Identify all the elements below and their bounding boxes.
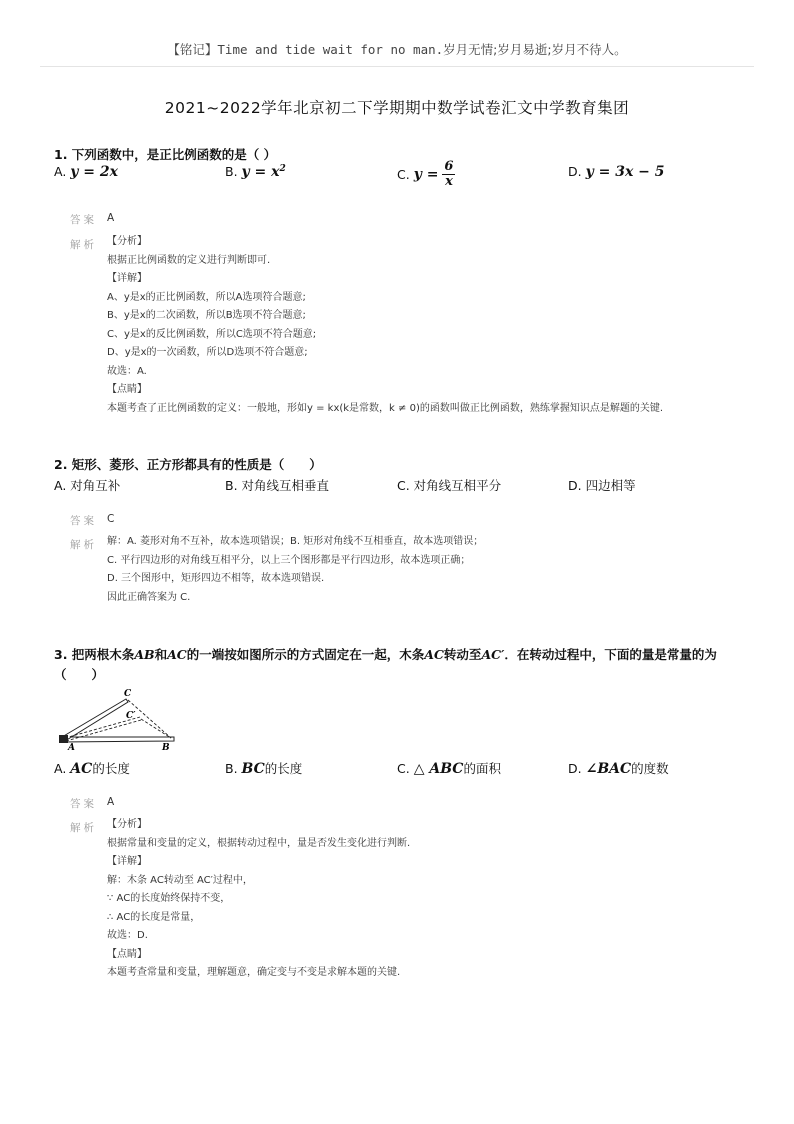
analysis-line: 解：A. 菱形对角不互补，故本选项错误；B. 矩形对角线不互相垂直，故本选项错误；: [107, 536, 484, 547]
analysis-line: 【分析】: [107, 819, 147, 830]
analysis-line: 因此正确答案为 C.: [107, 591, 191, 603]
analysis-line: 【分析】: [107, 236, 147, 247]
analysis-line: 【详解】: [107, 856, 147, 867]
motto-line: [0, 40, 794, 58]
analysis-line: D. 三个图形中，矩形四边不相等，故本选项错误.: [107, 573, 325, 584]
q1-stem: 1. 下列函数中，是正比例函数的是（ ）: [54, 147, 277, 162]
q2-stem: 2. 矩形、菱形、正方形都具有的性质是（ ）: [54, 457, 322, 472]
q2-answer: C: [107, 513, 115, 525]
q3-answer: A: [107, 796, 115, 808]
label-b: B: [162, 743, 170, 751]
q2-answer-label: 答案: [70, 515, 97, 527]
q3-stem: 3. 把两根木条AB和AC的一端按如图所示的方式固定在一起，木条AC转动至AC′．在转动过程中，下面的量是常量的为: [54, 647, 717, 662]
analysis-line: 【点睛】: [107, 384, 147, 395]
q2-option-b: B. 对角线互相垂直: [225, 478, 330, 493]
q3-option-c: C. △ ABC的面积: [397, 761, 501, 777]
analysis-line: 故选：D.: [107, 930, 148, 941]
q3-stem-line2: （ ）: [54, 667, 105, 682]
label-cp: C′: [126, 711, 136, 721]
analysis-line: ∴ AC的长度是常量，: [107, 911, 201, 923]
analysis-line: A、y是x的正比例函数，所以A选项符合题意;: [107, 291, 306, 303]
q2-option-d: D. 四边相等: [568, 478, 636, 493]
analysis-line: 本题考查常量和变量，理解题意，确定变与不变是求解本题的关键.: [107, 967, 401, 978]
analysis-line: 故选：A.: [107, 365, 147, 377]
q1-option-b: B. $y = x^2$: [225, 164, 286, 181]
q2-analysis: [107, 533, 483, 607]
analysis-line: 本题考查了正比例函数的定义：一般地，形如y = kx(k是常数，k ≠ 0)的函数叫做正比例函数，熟练掌握知识点是解题的关键.: [107, 402, 664, 414]
q3-answer-label: 答案: [70, 798, 97, 810]
q1-analysis: [107, 233, 663, 418]
header-divider: [40, 66, 754, 67]
q3-figure: [56, 685, 186, 751]
analysis-line: C、y是x的反比例函数，所以C选项不符合题意;: [107, 328, 317, 340]
analysis-line: 根据正比例函数的定义进行判断即可.: [107, 254, 271, 266]
q2-option-a: A. 对角互补: [54, 478, 121, 493]
q2-analysis-label: 解析: [70, 539, 97, 551]
segment-bcp: [141, 719, 171, 738]
label-c: C: [124, 689, 132, 699]
analysis-line: C. 平行四边形的对角线互相平分，以上三个图形都是平行四边形，故本选项正确；: [107, 554, 471, 566]
q1-option-c: C. y = $\frac{6}{x}$: [397, 159, 454, 189]
stick-ac: [62, 699, 128, 741]
analysis-line: ∵ AC的长度始终保持不变，: [107, 893, 231, 904]
label-a: A: [68, 743, 75, 751]
q1-answer: A: [107, 212, 115, 224]
q3-option-d: D. ∠BAC的度数: [568, 761, 669, 777]
analysis-line: 【点睛】: [107, 948, 147, 960]
stick-ab: [62, 737, 174, 742]
q1-answer-label: 答案: [70, 214, 97, 226]
q2-option-c: C. 对角线互相平分: [397, 478, 502, 493]
analysis-line: B、y是x的二次函数，所以B选项不符合题意;: [107, 310, 306, 321]
motto-chinese: 岁月无情;岁月易逝;岁月不待人。: [443, 42, 627, 57]
q3-analysis: [107, 816, 410, 983]
motto-english: Time and tide wait for no man.: [217, 42, 444, 57]
page-title: 2021~2022学年北京初二下学期期中数学试卷汇文中学教育集团: [164, 99, 630, 117]
analysis-line: 解：木条 AC转动至 AC′过程中，: [107, 874, 253, 886]
analysis-line: 根据常量和变量的定义，根据转动过程中，量是否发生变化进行判断.: [107, 837, 411, 849]
q1-option-a: A. y = 2x: [54, 164, 118, 180]
analysis-line: D、y是x的一次函数，所以D选项不符合题意;: [107, 347, 308, 358]
analysis-line: 【详解】: [107, 273, 147, 284]
motto-prefix: 【铭记】: [167, 42, 218, 57]
pivot-joint: [59, 735, 68, 743]
q1-option-d: D. y = 3x − 5: [568, 164, 665, 180]
q3-option-a: A. AC的长度: [54, 761, 130, 777]
q3-analysis-label: 解析: [70, 822, 97, 834]
q3-option-b: B. BC的长度: [225, 761, 303, 777]
q1-analysis-label: 解析: [70, 239, 97, 251]
